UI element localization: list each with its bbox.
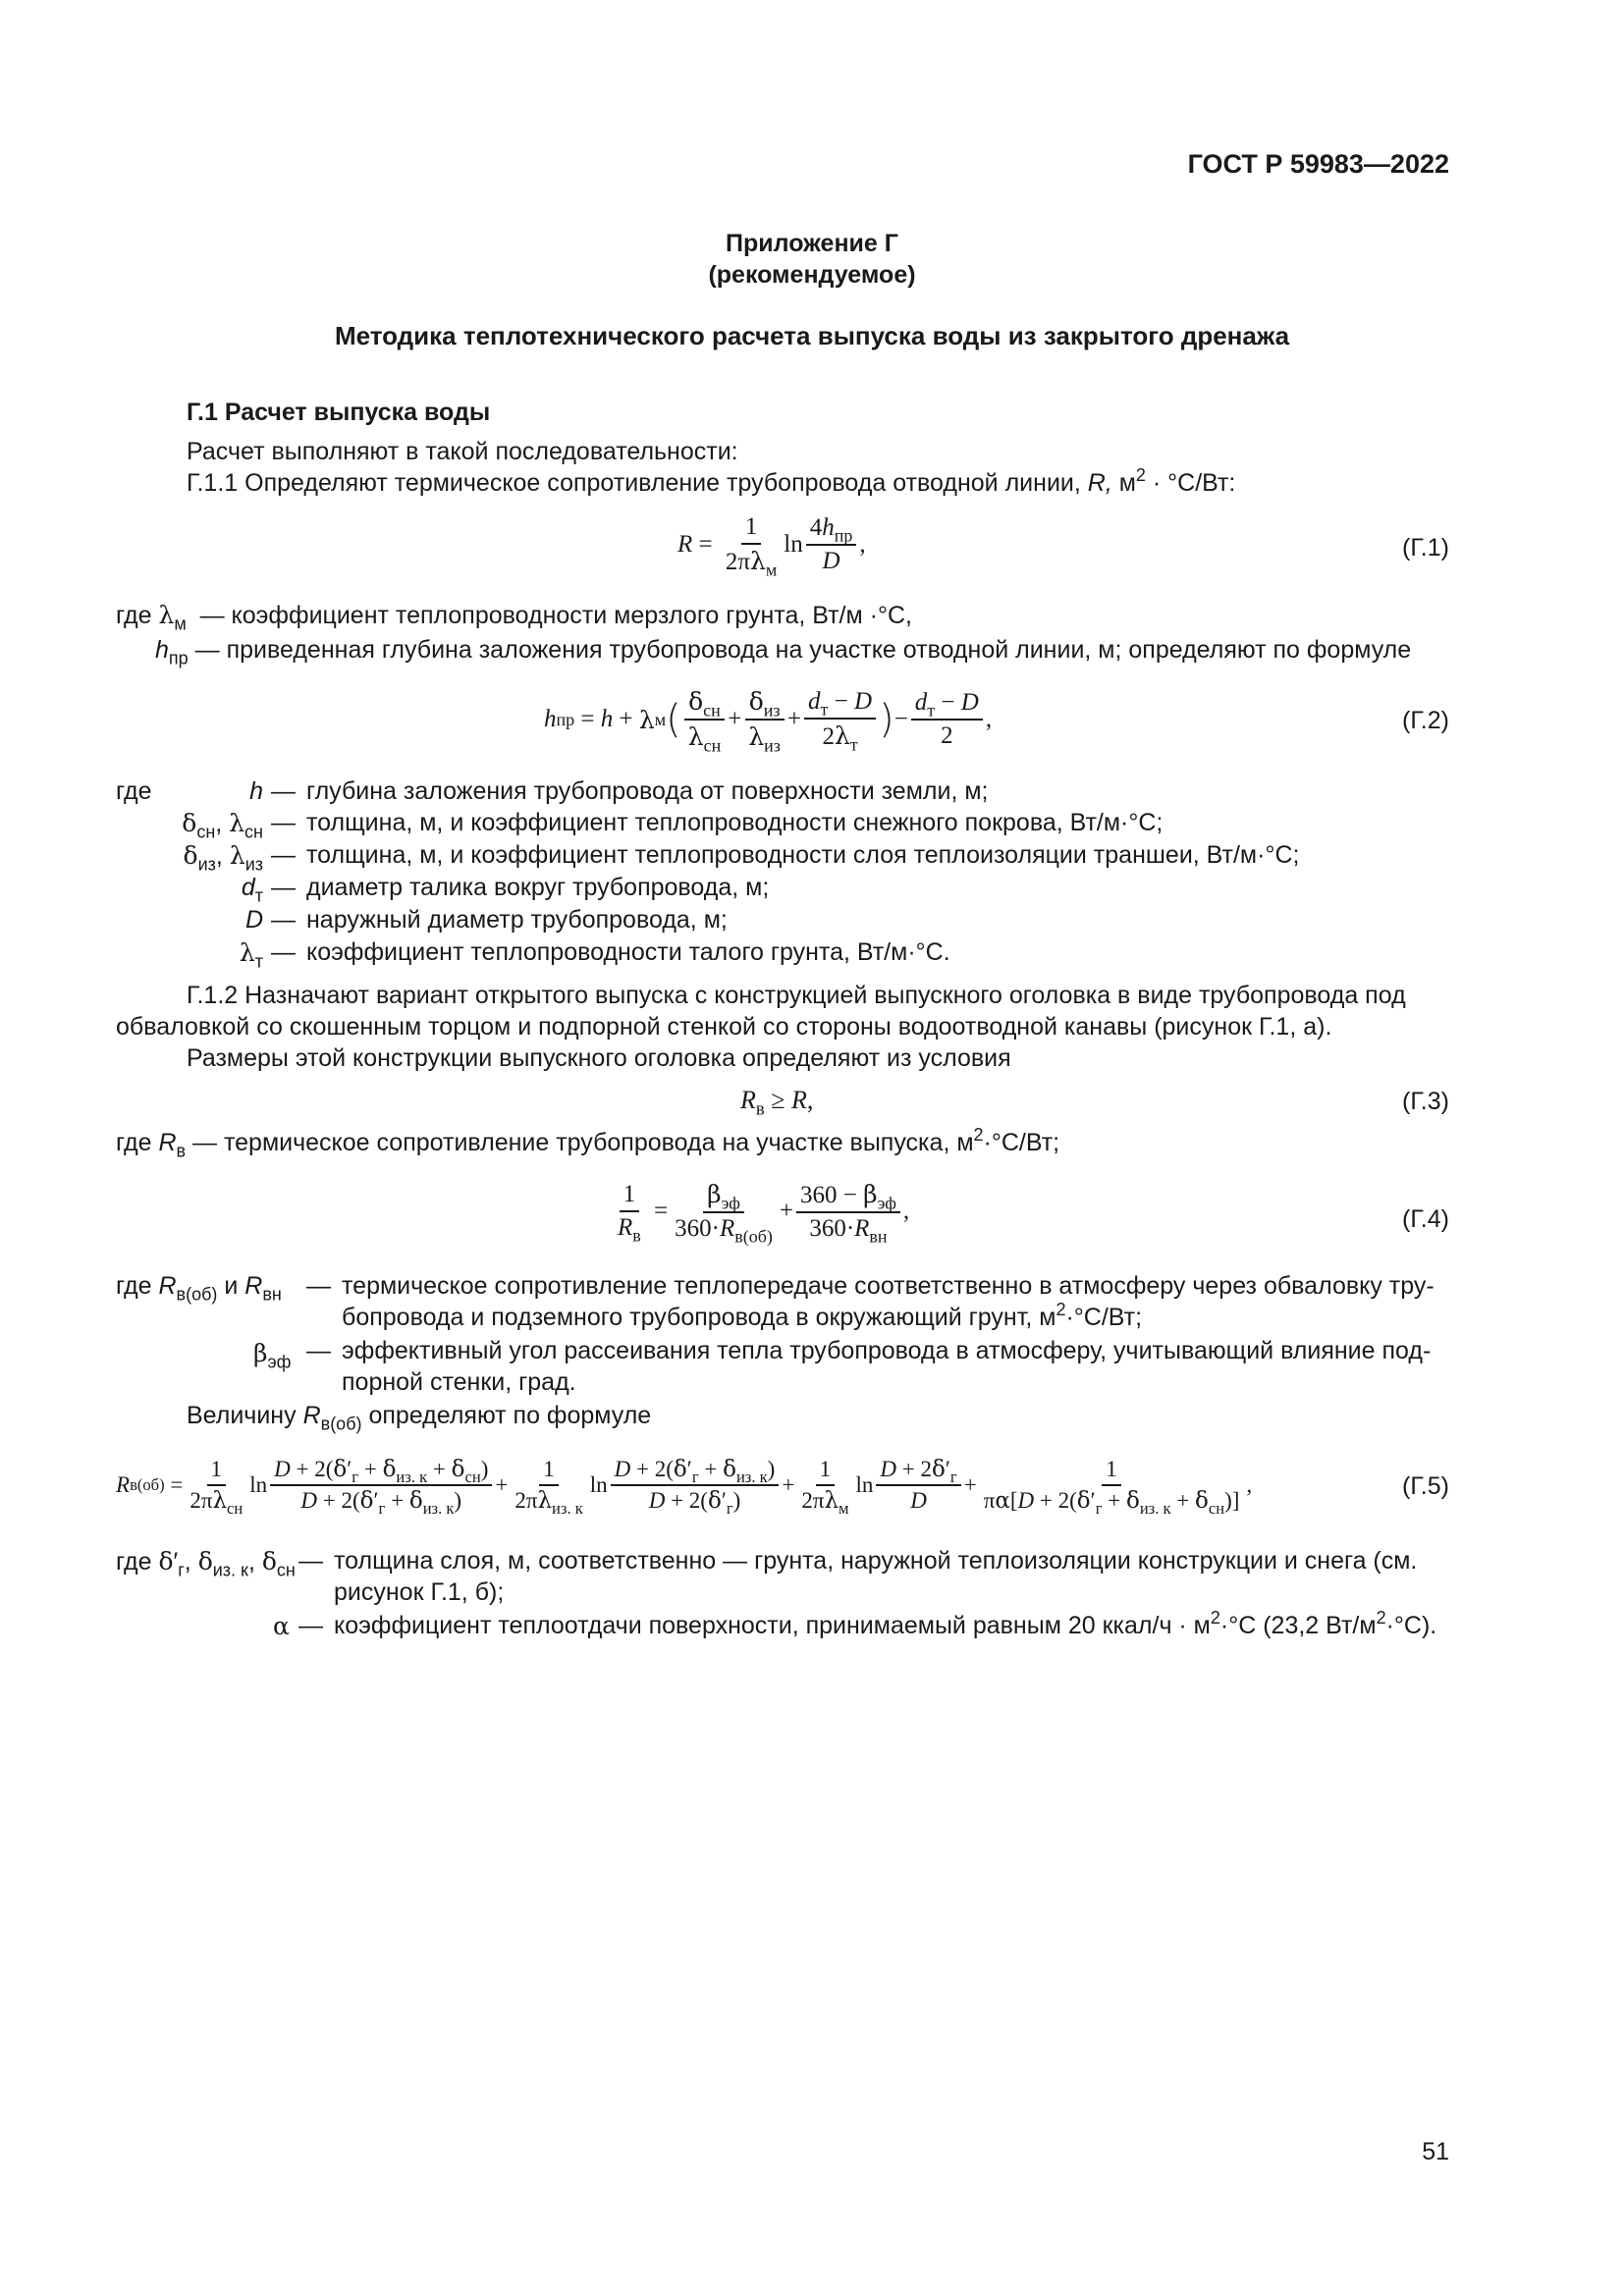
definition-beta-dash: — [306,1337,331,1364]
equation-g1: R = $\frac{1}{2\pi\lambda_м}$ ln $\frac{4h_{пр}}{D}$ , [677,513,866,580]
definition-rvob-dash: — [306,1272,331,1300]
appendix-title: Приложение Г [726,230,898,257]
definition-rvob-rvn-symbol: где $R_{в(об)}$ и $R_{вн}$ [116,1272,282,1305]
equation-g3-label: (Г.3) [1402,1088,1449,1115]
equation-g2-label: (Г.2) [1402,707,1449,734]
definition-lambda-m: где $\lambda_м$ — коэффициент теплопроводности мерзлого грунта, Вт/м ·°С, [116,601,912,634]
paragraph-g112-line2: обваловкой со скошенным торцом и подпорной стенкой со стороны водоотводной канавы (рисунок Г.1, а). [116,1013,1332,1041]
paragraph-g111-text: Г.1.1 Определяют термическое сопротивление трубопровода отводной линии, [187,469,1088,497]
appendix-heading: Методика теплотехнического расчета выпуска воды из закрытого дренажа [334,321,1290,350]
definition-alpha-symbol: α [273,1612,290,1640]
paragraph-g112-line1: Г.1.2 Назначают вариант открытого выпуска с конструкцией выпускного оголовка в виде трубопровода под [187,982,1406,1009]
equation-g5-label: (Г.5) [1402,1472,1449,1500]
definition-rvob-line1: термическое сопротивление теплопередаче соответственно в атмосферу через обваловку тру- [342,1272,1435,1300]
where-label: где [116,777,152,805]
paragraph-g112-line3: Размеры этой конструкции выпускного оголовка определяют из условия [187,1044,1011,1072]
section-intro: Расчет выполняют в такой последовательности: [187,438,738,465]
definition-beta-symbol: $\beta_{эф}$ [253,1339,292,1372]
paragraph-g111-unit: м [1111,469,1136,497]
definition-rv: где $R_в$ — термическое сопротивление трубопровода на участке выпуска, $м^2\cdot^\circ С/Вт$; [116,1125,1060,1161]
symbol-lambda: λ [158,601,175,629]
appendix-subtitle: (рекомендуемое) [708,261,916,289]
equation-g3: $R_в \ge R$, [740,1086,814,1120]
equation-g2: h пр = h + λ м ( $\frac{\delta_{сн}}{\lambda_{сн}}$ + $\frac{\delta_{из}}{\lambda_{из}}$ + $\frac{d_т - D}{2\lambda_т}$ ) − $\frac{d_т - D}{2}$ , [544,687,993,756]
equation-g4-label: (Г.4) [1402,1205,1449,1233]
equation-g4: $\frac{1}{R_в}$ = $\frac{\beta_{эф}}{360\cdot R_{в(об)}}$ + $\frac{360 - \beta_{эф}}{360\cdot R_{вн}}$ , [618,1180,910,1247]
paragraph-g111-unit-exp: 2 [1135,465,1146,486]
definition-deltas-dash: — [298,1547,323,1575]
definition-deltas-symbol: где $\delta'_г$, $\delta_{из. к}$, $\delta_{сн}$ [116,1547,296,1580]
section-title: Г.1 Расчет выпуска воды [187,399,491,426]
definition-alpha-text: коэффициент теплоотдачи поверхности, принимаемый равным 20 ккал/ч · $м^2\cdot^\circ С$ (23,2 $Вт/м^2\cdot^\circ С$). [334,1608,1437,1639]
paragraph-rvob: Величину $R_{в(об)}$ определяют по формуле [187,1402,652,1434]
definition-beta-line2: порной стенки, град. [342,1368,576,1396]
equation-g5: R в(об) = $\frac{1}{2\pi\lambda_{сн}}$ ln $\frac{D + 2(\delta'_г + \delta_{из. к} + \delta_{сн})}{D + 2(\delta'_г + \delta_{из. к})}$ + $\frac{1}{2\pi\lambda_{из. к}}$ ln $\frac{D + 2(\delta'_г + \delta_{из. к})}{D + 2(\delta'_г)}$ + $\frac{1}{2\pi\lambda_м}$ ln $\frac{D + 2\delta'_г}{D}$ + $\frac{1}{\pi\alpha[D + 2(\delta'_г + \delta_{из. к} + \delta_{сн})]}$ , [116,1457,1253,1518]
definition-deltas-line1: толщина слоя, м, соответственно — грунта, наружной теплоизоляции конструкции и снега (см. [334,1547,1418,1575]
definition-h-pr: $h_{пр}$ — приведенная глубина заложения трубопровода на участке отводной линии, м; определяют по формуле [155,636,1412,668]
paragraph-g111 [187,465,1236,498]
paragraph-g111-unit-tail: · °С/Вт: [1145,469,1236,497]
page-number: 51 [1422,2138,1449,2165]
definition-deltas-line2: рисунок Г.1, б); [334,1578,505,1606]
equation-g1-label: (Г.1) [1402,534,1449,561]
definition-alpha-dash: — [298,1612,323,1639]
definition-rvob-line2: бопровода и подземного трубопровода в окружающий грунт, $м^2\cdot^\circ С/Вт$; [342,1300,1143,1331]
definitions-g2: h — глубина заложения трубопровода от поверхности земли, м; $\delta_{сн}$, $\lambda_{сн}$ — толщина, м, и коэффициент теплопроводности снежного покрова, Вт/м·°С; $\delta_{из}$, $\lambda_{из}$ — толщина, м, и коэффициент теплопроводности слоя теплоизоляции траншеи, Вт/м·°С; $d_т$ — диаметр талика вокруг трубопровода, м; D — наружный диаметр трубопровода, м; $\lambda_т$ — коэффициент теплопроводности талого грунта, Вт/м·°С. [182,777,1300,972]
definition-beta-line1: эффективный угол рассеивания тепла трубопровода в атмосферу, учитывающий влияние под- [342,1337,1432,1364]
standard-code: ГОСТ Р 59983—2022 [1187,149,1449,179]
paragraph-g111-var: R, [1087,469,1112,497]
